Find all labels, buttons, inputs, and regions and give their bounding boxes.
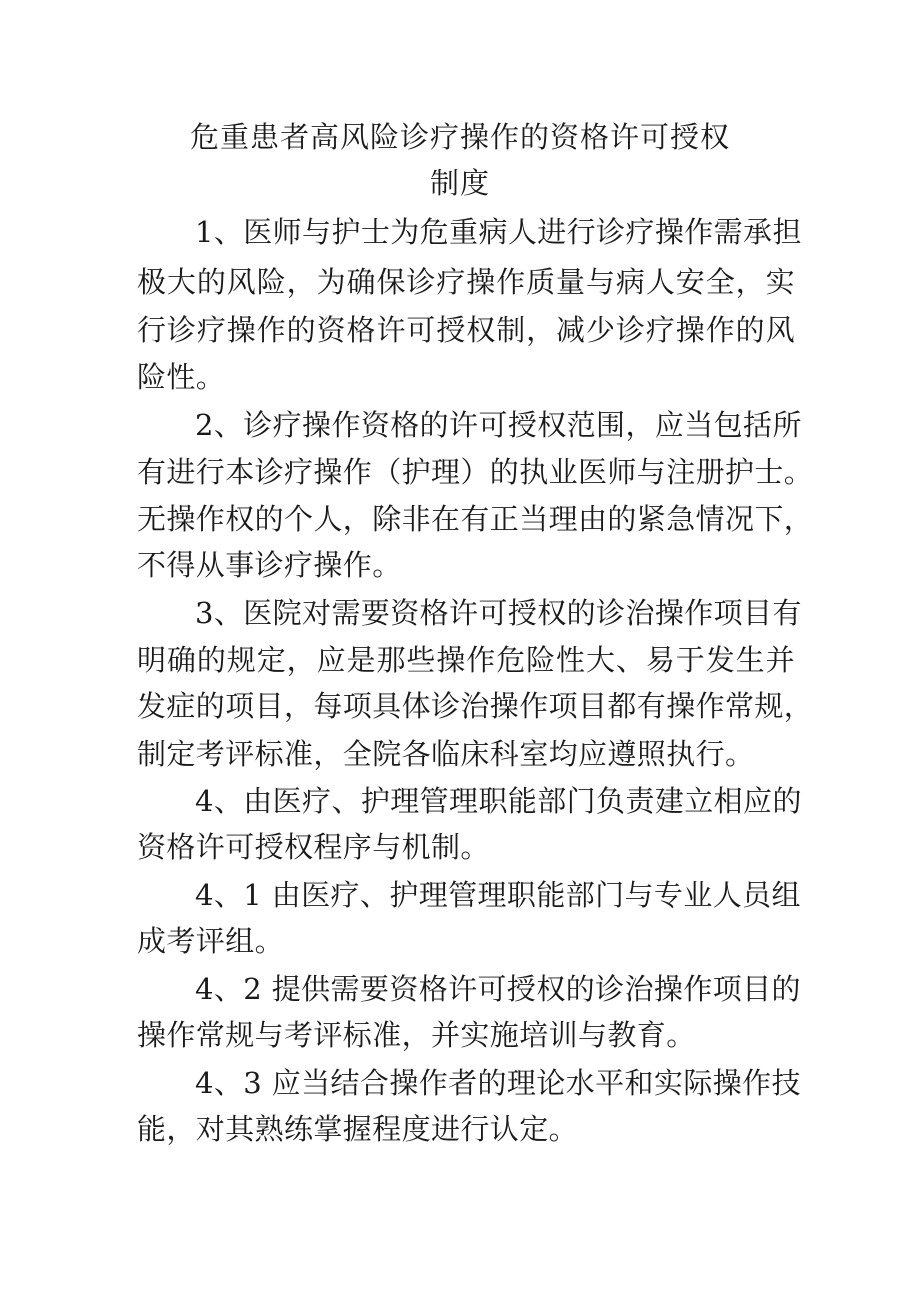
paragraph-1-line-4: 险性。 xyxy=(137,360,226,394)
paragraph-6-line-2: 操作常规与考评标准，并实施培训与教育。 xyxy=(137,1018,696,1052)
paragraph-4-line-2: 资格许可授权程序与机制。 xyxy=(137,830,490,864)
paragraph-1-line-2: 极大的风险，为确保诊疗操作质量与病人安全，实 xyxy=(137,265,795,299)
paragraph-5-line-1: 4、1 由医疗、护理管理职能部门与专业人员组 xyxy=(195,878,801,912)
paragraph-2-line-2: 有进行本诊疗操作（护理）的执业医师与注册护士。 xyxy=(137,455,814,489)
paragraph-7-line-1: 4、3 应当结合操作者的理论水平和实际操作技 xyxy=(195,1066,801,1100)
paragraph-7-line-2: 能，对其熟练掌握程度进行认定。 xyxy=(137,1112,579,1146)
document-title-line2: 制度 xyxy=(429,166,490,200)
paragraph-4-line-1: 4、由医疗、护理管理职能部门负责建立相应的 xyxy=(195,784,802,818)
paragraph-5-line-2: 成考评组。 xyxy=(137,924,285,958)
paragraph-2-line-1: 2、诊疗操作资格的许可授权范围，应当包括所 xyxy=(195,408,802,442)
paragraph-1-line-1: 1、医师与护士为危重病人进行诊疗操作需承担 xyxy=(195,215,802,249)
paragraph-1-line-3: 行诊疗操作的资格许可授权制，减少诊疗操作的风 xyxy=(137,313,795,347)
paragraph-3-line-2: 明确的规定，应是那些操作危险性大、易于发生并 xyxy=(137,643,795,677)
paragraph-3-line-3: 发症的项目，每项具体诊治操作项目都有操作常规， xyxy=(137,689,814,723)
paragraph-3-line-1: 3、医院对需要资格许可授权的诊治操作项目有 xyxy=(195,596,802,630)
paragraph-3-line-4: 制定考评标准，全院各临床科室均应遵照执行。 xyxy=(137,737,755,771)
paragraph-2-line-3: 无操作权的个人，除非在有正当理由的紧急情况下， xyxy=(137,502,814,536)
paragraph-6-line-1: 4、2 提供需要资格许可授权的诊治操作项目的 xyxy=(195,972,801,1006)
document-title-line1: 危重患者高风险诊疗操作的资格许可授权 xyxy=(189,120,730,154)
paragraph-2-line-4: 不得从事诊疗操作。 xyxy=(137,548,402,582)
